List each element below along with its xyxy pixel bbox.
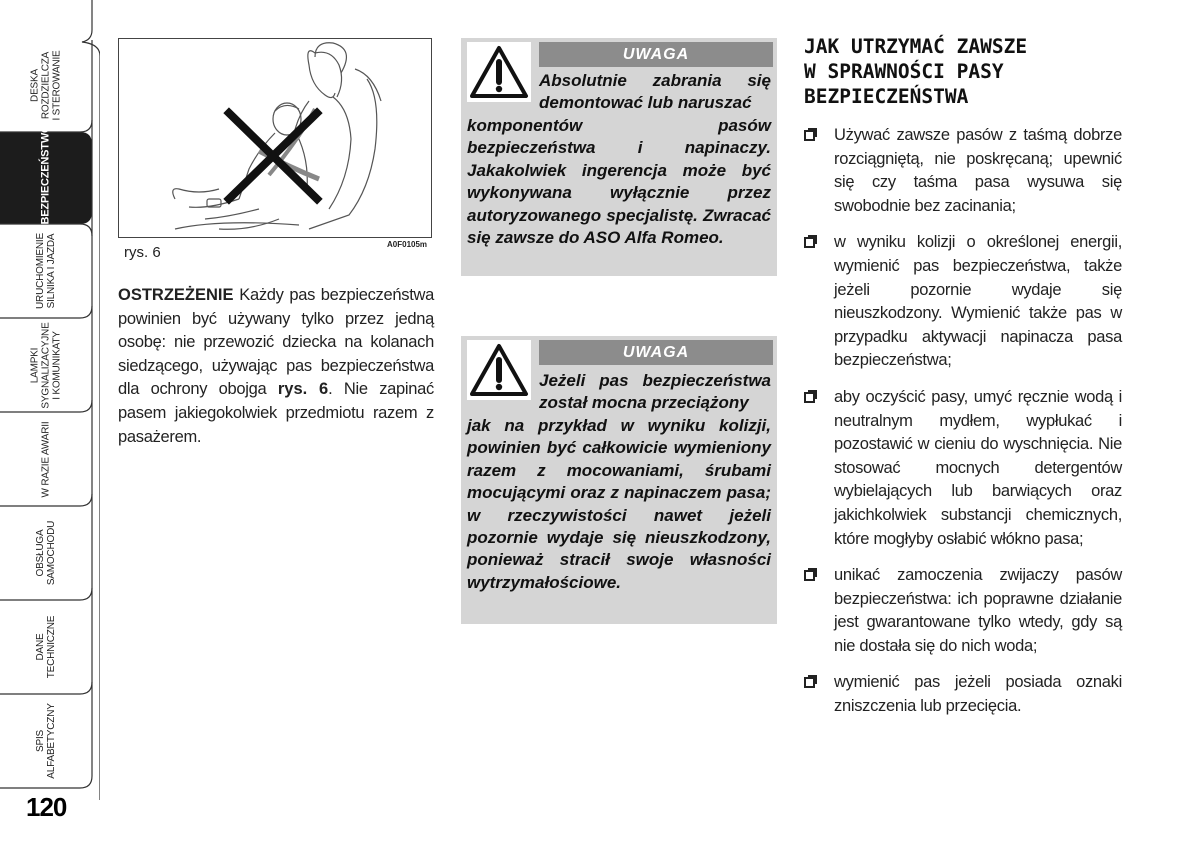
tab-label: BEZPIECZEŃSTWO (39, 124, 52, 224)
crossed-out-child-on-lap-illustration (119, 39, 431, 237)
list-item (804, 386, 1122, 551)
checkbox-bullet-icon (804, 130, 815, 141)
uwaga-lead-text: Jeżeli pas bezpieczeństwa został mocna przeciążony (539, 371, 771, 413)
uwaga-lead-text: Absolutnie zabrania się demontować lub naruszać (539, 71, 771, 113)
warning-title: OSTRZEŻENIE (118, 286, 234, 304)
uwaga-body-text: komponentów pasów bezpieczeństwa i napinaczy. Jakakolwiek ingerencja może być wykonywana wyłącznie przez autoryzowanego specjalistę. Zwracać się zawsze do ASO Alfa Romeo. (467, 116, 771, 248)
warning-triangle-icon (467, 42, 531, 102)
tab-lampki[interactable] (0, 318, 92, 412)
tab-w-razie-awarii[interactable] (0, 412, 92, 506)
figure-caption: rys. 6 (124, 244, 161, 261)
checkbox-bullet-icon (804, 570, 815, 581)
list-item-text: Używać zawsze pasów z taśmą dobrze rozciągniętą, nie poskręcaną; upewnić się czy taśma pasa wysuwa się swobodnie bez zacinania; (834, 126, 1122, 215)
tab-uruchomienie[interactable] (0, 224, 92, 318)
tab-label: URUCHOMIENIE SILNIKA I JAZDA (35, 233, 57, 309)
checkbox-bullet-icon (804, 237, 815, 248)
tab-label: OBSŁUGA SAMOCHODU (35, 520, 57, 586)
tab-label: SPIS ALFABETYCZNY (35, 703, 57, 779)
tab-bezpieczenstwo[interactable] (0, 124, 92, 224)
checkbox-bullet-icon (804, 677, 815, 688)
tab-spis-alfabetyczny[interactable] (0, 694, 92, 788)
chapter-tabs (0, 0, 100, 845)
maintenance-list (804, 124, 1122, 732)
tab-label: DESKA ROZDZIELCZA I STEROWANIE (29, 50, 63, 121)
uwaga-body-text: jak na przykład w wyniku kolizji, powinien być całkowicie wymieniony razem z mocowaniami, śrubami mocującymi oraz z napinaczem pasa; w rzeczywistości nawet jeżeli pozornie wydaje się nieuszkodzony, ponieważ stracił swoje własności wytrzymałościowe. (467, 416, 771, 592)
warning-text-2: . Nie zapinać pasem jakiegokolwiek przedmiotu razem z pasażerem. (118, 380, 434, 446)
warning-figure-ref: rys. 6 (277, 380, 329, 399)
list-item-text: wymienić pas jeżeli posiada oznaki zniszczenia lub przecięcia. (834, 673, 1122, 716)
uwaga-box (461, 336, 777, 624)
tab-dane-techniczne[interactable] (0, 600, 92, 694)
tab-label: LAMPKI SYGNALIZACYJNE I KOMUNIKATY (29, 321, 63, 409)
figure-code: A0F0105m (387, 240, 428, 249)
warning-triangle-icon (467, 340, 531, 400)
uwaga-box (461, 38, 777, 276)
warning-paragraph (118, 284, 434, 449)
list-item-text: unikać zamoczenia zwijaczy pasów bezpieczeństwa: ich poprawne działanie jest gwarantowane tylko wtedy, gdy są nie dostała się do nich woda; (834, 566, 1122, 655)
tab-deska-rozdzielcza[interactable] (0, 38, 92, 132)
list-item-text: aby oczyścić pasy, umyć ręcznie wodą i neutralnym mydłem, wypłukać i pozostawić w cieniu do wyschnięcia. Nie stosować mocnych detergentów wybielających lub barwiących oraz jakichkolwiek substancji chemicznych, które mogłyby osłabić włókno pasa; (834, 387, 1122, 548)
page-number: 120 (26, 792, 67, 822)
uwaga-header: UWAGA (539, 340, 773, 365)
list-item-text: w wyniku kolizji o określonej energii, wymienić pas bezpieczeństwa, także jeżeli pozornie wydaje się nieuszkodzony. Wymienić także pas w przypadku aktywacji napinacza pasa bezpieczeństwa; (834, 233, 1122, 370)
list-item (804, 564, 1122, 658)
tab-label: DANE TECHNICZNE (35, 615, 57, 679)
tab-obsluga[interactable] (0, 506, 92, 600)
list-item (804, 231, 1122, 373)
section-title: JAK UTRZYMAĆ ZAWSZE W SPRAWNOŚCI PASY BEZPIECZEŃSTWA (804, 35, 1028, 108)
uwaga-header: UWAGA (539, 42, 773, 67)
tab-label: W RAZIE AWARII (40, 421, 52, 497)
list-item (804, 671, 1122, 718)
list-item (804, 124, 1122, 218)
checkbox-bullet-icon (804, 392, 815, 403)
warning-text-1: Każdy pas bezpieczeństwa powinien być używany tylko przez jedną osobę: nie przewozić dziecka na kolanach siedzącego, używając pas bezpieczeństwa dla ochrony obojga (118, 286, 434, 399)
figure-rys-6 (118, 38, 432, 238)
